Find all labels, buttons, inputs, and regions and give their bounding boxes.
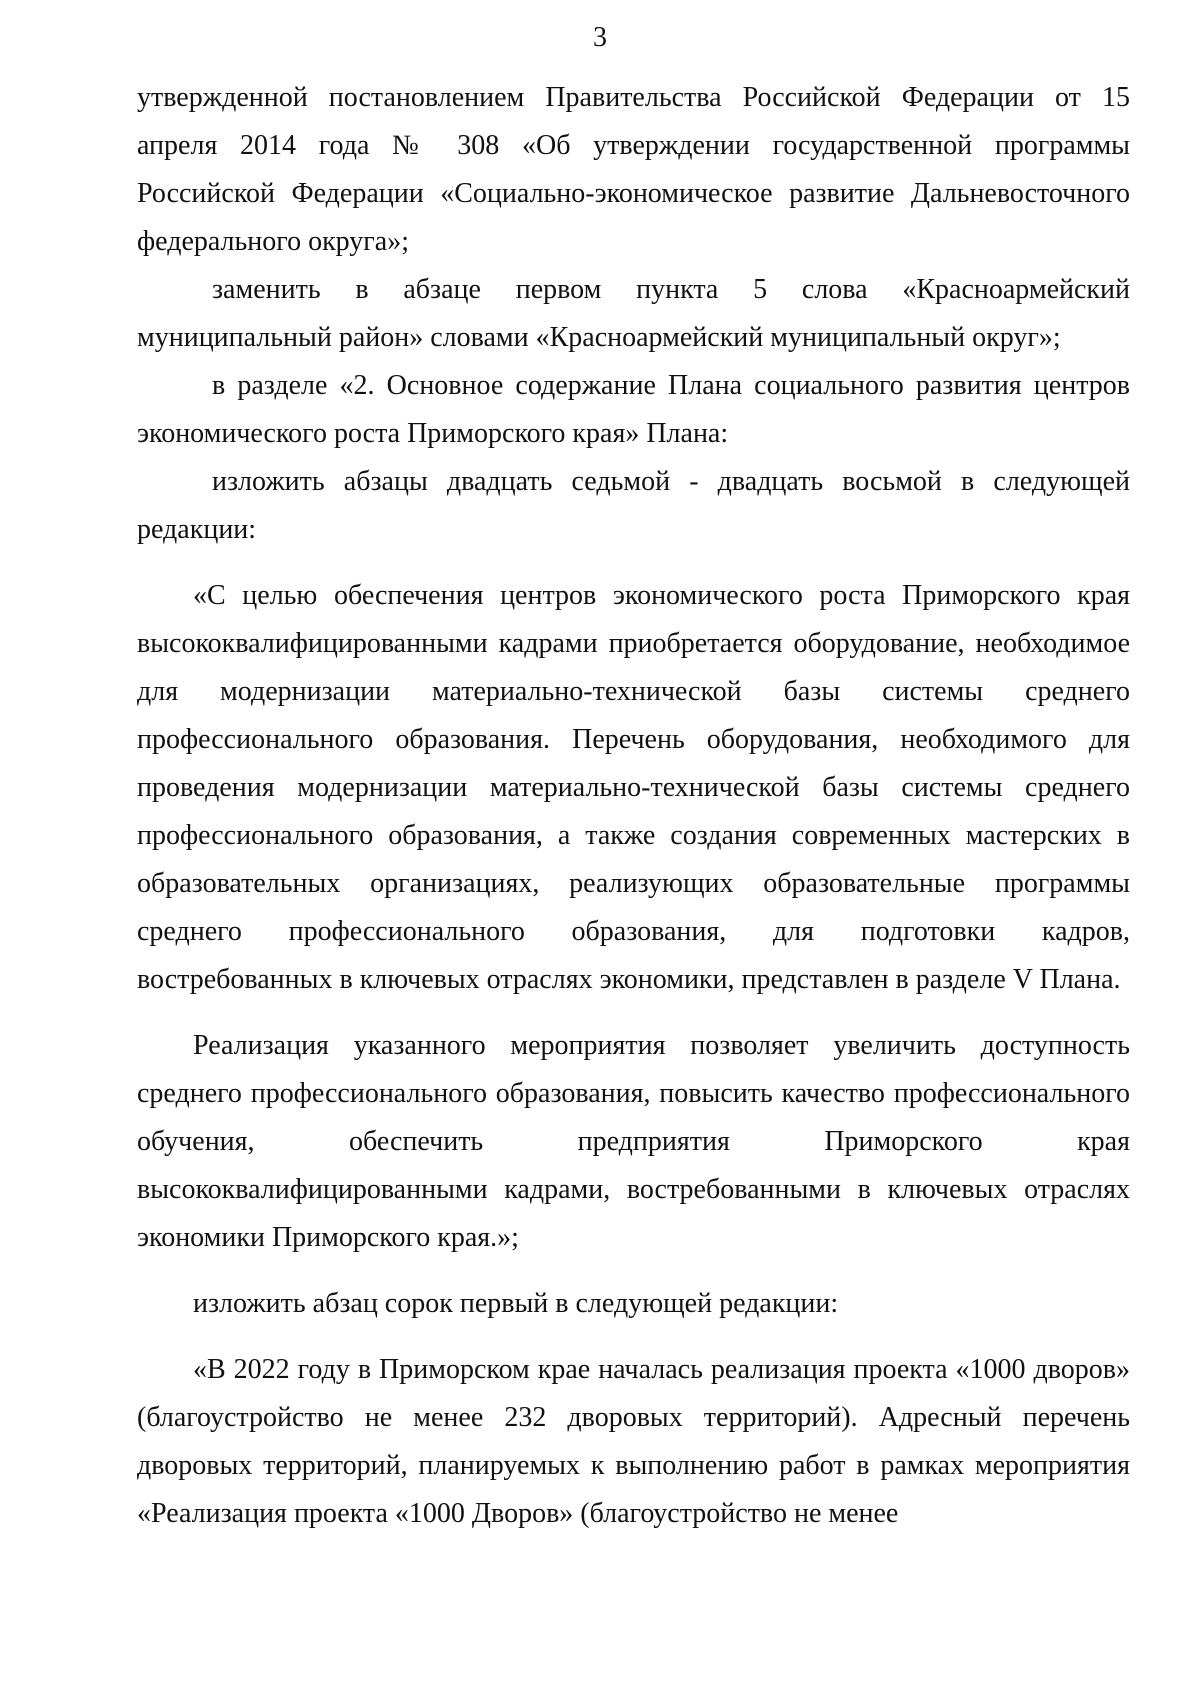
- paragraph-amend-41: изложить абзац сорок первый в следующей редакции:: [193, 1288, 839, 1319]
- document-body: [137, 74, 1130, 1538]
- paragraph-equipment-purchase: «С целью обеспечения центров экономического роста Приморского края высококвалифицированными кадрами приобретается оборудование, необходимое для модернизации материально-технической базы системы среднего профессионального образования. Перечень оборудования, необходимого для проведения модернизации материально-технической базы системы среднего профессионального образования, а также создания современных мастерских в образовательных организациях, реализующих образовательные программы среднего профессионального образования, для подготовки кадров, востребованных в ключевых отраслях экономики, представлен в разделе V Плана.: [137, 580, 1130, 995]
- paragraph-1000-yards-project: «В 2022 году в Приморском крае началась реализация проекта «1000 дворов» (благоустройство не менее 232 дворовых территорий). Адресный перечень дворовых территорий, планируемых к выполнению работ в рамках мероприятия «Реализация проекта «1000 Дворов» (благоустройство не менее: [137, 1354, 1130, 1529]
- paragraph-amend-27-28: изложить абзацы двадцать седьмой - двадцать восьмой в следующей редакции:: [137, 466, 1130, 545]
- paragraph-implementation-effect: Реализация указанного мероприятия позволяет увеличить доступность среднего профессионального образования, повысить качество профессионального обучения, обеспечить предприятия Приморского края высококвалифицированными кадрами, востребованными в ключевых отраслях экономики Приморского края.»;: [137, 1030, 1130, 1253]
- page-number: 3: [593, 22, 607, 53]
- paragraph-section-2-heading: в разделе «2. Основное содержание Плана социального развития центров экономического роста Приморского края» Плана:: [137, 370, 1130, 449]
- paragraph-government-program-reference: утвержденной постановлением Правительства Российской Федерации от 15 апреля 2014 года № 308 «Об утверждении государственной программы Российской Федерации «Социально-экономическое развитие Дальневосточного федерального округа»;: [137, 82, 1130, 257]
- paragraph-replace-words-point-5: заменить в абзаце первом пункта 5 слова «Красноармейский муниципальный район» словами «Красноармейский муниципальный округ»;: [137, 274, 1130, 353]
